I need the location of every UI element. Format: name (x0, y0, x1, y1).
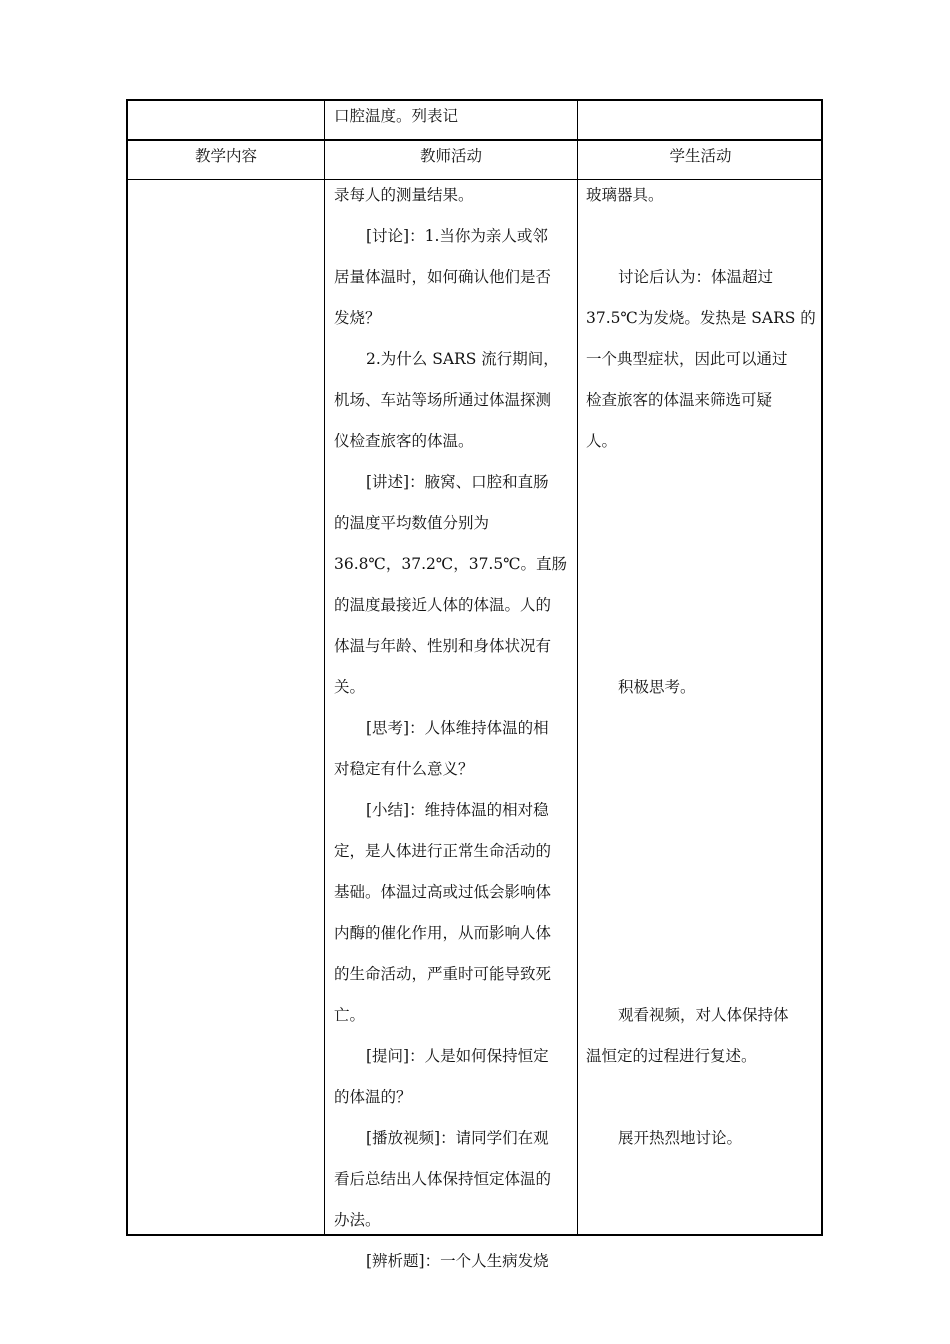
student-activity-line (586, 831, 818, 872)
teacher-activity-line: [思考]：人体维持体温的相 (366, 719, 549, 737)
teacher-activity-line: 看后总结出人体保持恒定体温的 (334, 1170, 552, 1188)
student-activity-line: 积极思考。 (618, 678, 696, 696)
student-activity-line (586, 872, 818, 913)
teacher-activity-line: 的温度平均数值分别为 (334, 514, 490, 532)
student-activity-line (586, 462, 818, 503)
teacher-activity-line: 录每人的测量结果。 (334, 186, 474, 204)
teacher-activity-line: 2.为什么 SARS 流行期间， (366, 350, 559, 368)
student-activity-line: 玻璃器具。 (586, 186, 664, 204)
student-activity-line (586, 708, 818, 749)
student-activity-line (586, 913, 818, 954)
teacher-cont-text: 口腔温度。列表记 (334, 107, 459, 125)
student-activity-line (586, 503, 818, 544)
teacher-activity-line: 办法。 (334, 1211, 381, 1229)
teacher-activity-line: 定，是人体进行正常生命活动的 (334, 842, 552, 860)
student-activity-line (586, 216, 818, 257)
teacher-activity-line: 的生命活动，严重时可能导致死 (334, 965, 552, 983)
row-divider-top (128, 139, 821, 141)
header-teacher: 教师活动 (419, 147, 482, 165)
student-activity-cell (586, 175, 818, 1159)
student-activity-line (586, 626, 818, 667)
teacher-activity-line: 的温度最接近人体的体温。人的 (334, 596, 552, 614)
teacher-activity-line: 基础。体温过高或过低会影响体 (334, 883, 552, 901)
teacher-activity-line: [小结]：维持体温的相对稳 (366, 801, 549, 819)
student-activity-line (586, 1077, 818, 1118)
student-activity-line: 37.5℃为发烧。发热是 SARS 的 (586, 309, 816, 327)
teacher-activity-line: 的体温的？ (334, 1088, 412, 1106)
student-activity-line: 展开热烈地讨论。 (618, 1129, 743, 1147)
header-content: 教学内容 (194, 147, 257, 165)
column-divider-1 (324, 101, 325, 1234)
teacher-activity-line: 居量体温时，如何确认他们是否 (334, 268, 552, 286)
student-activity-line: 观看视频，对人体保持体 (618, 1006, 789, 1024)
teacher-activity-line: 36.8℃，37.2℃，37.5℃。直肠 (334, 555, 568, 573)
teacher-activity-line: [播放视频]：请同学们在观 (366, 1129, 549, 1147)
student-activity-line (586, 544, 818, 585)
teacher-activity-cell (334, 175, 570, 1282)
teacher-activity-line: 对稳定有什么意义？ (334, 760, 474, 778)
teacher-activity-line: 亡。 (334, 1006, 366, 1024)
teacher-activity-line: [提问]：人是如何保持恒定 (366, 1047, 549, 1065)
student-activity-line (586, 749, 818, 790)
student-activity-line (586, 954, 818, 995)
teacher-activity-line: 发烧？ (334, 309, 381, 327)
teacher-activity-line: 仪检查旅客的体温。 (334, 432, 474, 450)
teacher-activity-line: 机场、车站等场所通过体温探测 (334, 391, 552, 409)
student-activity-line: 检查旅客的体温来筛选可疑 (586, 391, 773, 409)
teacher-activity-line: [讨论]：1.当你为亲人或邻 (366, 227, 548, 245)
teacher-activity-line: [讲述]：腋窝、口腔和直肠 (366, 473, 549, 491)
student-activity-line (586, 585, 818, 626)
teacher-activity-line: [辨析题]：一个人生病发烧 (366, 1252, 549, 1270)
student-activity-line: 一个典型症状，因此可以通过 (586, 350, 788, 368)
lesson-table (126, 99, 823, 1270)
student-activity-line (586, 790, 818, 831)
header-student: 学生活动 (669, 147, 732, 165)
student-activity-line: 讨论后认为：体温超过 (618, 268, 774, 286)
student-activity-line: 温恒定的过程进行复述。 (586, 1047, 757, 1065)
teacher-activity-line: 关。 (334, 678, 366, 696)
teacher-activity-line: 体温与年龄、性别和身体状况有 (334, 637, 552, 655)
student-activity-line: 人。 (586, 432, 618, 450)
column-divider-2 (577, 101, 578, 1234)
teacher-activity-line: 内酶的催化作用，从而影响人体 (334, 924, 552, 942)
